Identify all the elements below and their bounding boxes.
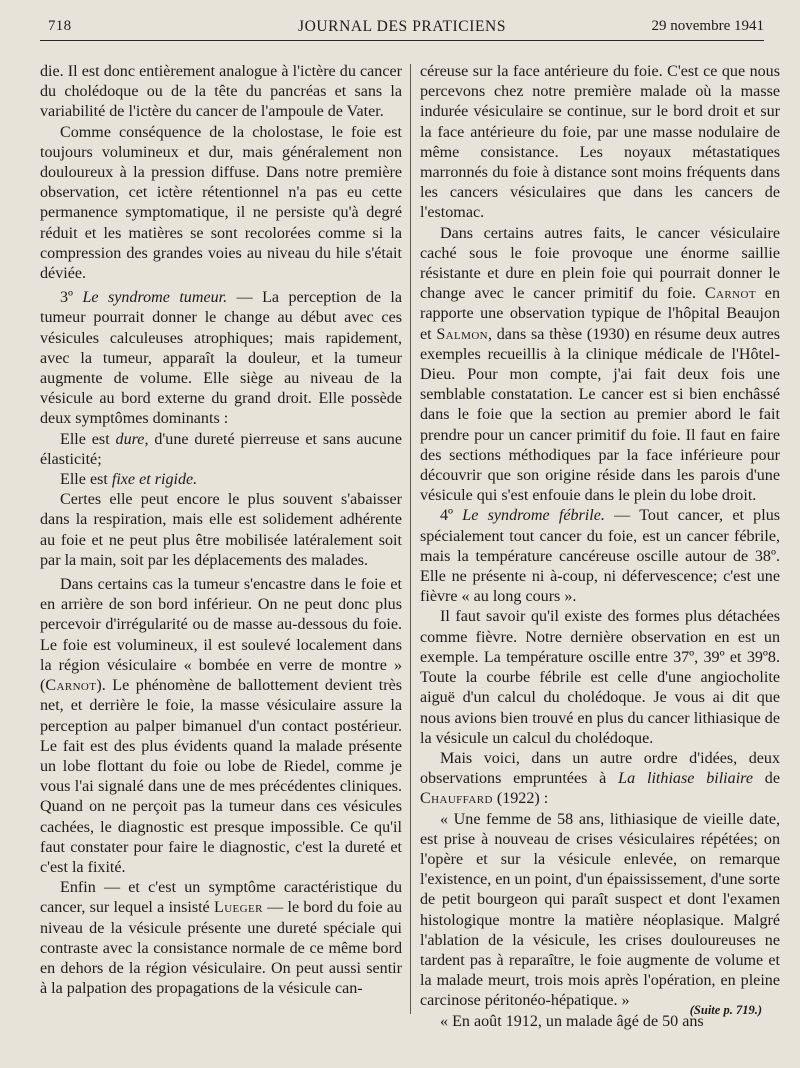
author-name: Chauffard [420, 790, 493, 808]
paragraph: céreuse sur la face antérieure du foie. C'est ce que nous percevons chez notre première malade où la masse indurée vésiculaire se continue, sur le bord droit et sur la face antérieure du foie, par une masse nodulaire de même consistance. Les noyaux métastatiques marronnés du foie à distance sont moins fréquents dans les cancers vésiculaires que dans les cancers de l'estomac. [420, 63, 780, 222]
author-name: Lueger [213, 899, 263, 917]
paragraph: Comme conséquence de la cholostase, le foie est toujours volumineux et dur, mais généralement non douloureux à la pression diffuse. Dans notre première observation, cet ictère rétentionnel n'a pas eu cette permanence symptomatique, il ne persiste qu'à degré réduit et les matières se sont recolorées comme si la compression des grandes voies au niveau du hile s'était déviée. [40, 123, 402, 283]
page-number: 718 [48, 18, 72, 34]
section-number: 4º [440, 507, 454, 525]
author-name: Salmon [436, 325, 489, 343]
paragraph: die. Il est donc entièrement analogue à l'ictère du cancer du cholédoque ou de la tête du pancréas et sans la variabilité de l'ictère du cancer de l'ampoule de Vater. [40, 63, 402, 121]
section-tumeur: 3º Le syndrome tumeur. — La perception de la tumeur pourrait donner le change au début avec ces vésicules calculeuses atrophiques; mais rapidement, avec la tumeur, apparaît la douleur, et la tumeur augmente de volume. Elle siège au niveau de la vésicule au bord externe du grand droit. Elle possède deux symptômes dominants : [40, 289, 402, 428]
emphasis: fixe et rigide. [111, 471, 198, 489]
section-title: Le syndrome fébrile. [462, 507, 605, 525]
paragraph: Il faut savoir qu'il existe des formes plus détachées comme fièvre. Notre dernière observation en est un exemple. La température oscille entre 37º, 39º et 39º8. Toute la courbe fébrile est celle d'une angiocholite aiguë d'un calcul du cholédoque. Je vous ai dit que nous avions bien trouvé en plus du cancer lithiasique de la vésicule un calcul du cholédoque. [420, 608, 780, 747]
column-divider [410, 64, 411, 1014]
paragraph: Enfin — et c'est un symptôme caractéristique du cancer, sur lequel a insisté Lueger — le bord du foie au niveau de la vésicule présente une dureté spéciale qui contraste avec la consistance normale de ce même bord en dehors de la région vésiculaire. On peut aussi sentir à la palpation des propagations de la vésicule can- [40, 879, 402, 998]
paragraph: Certes elle peut encore le plus souvent s'abaisser dans la respiration, mais elle est solidement adhérente au foie et ne peut plus être mobilisée latéralement soit par la main, soit par les déplacements des malades. [40, 491, 402, 569]
section-number: 3º [60, 289, 74, 307]
paragraph: Elle est fixe et rigide. [60, 471, 198, 489]
book-title: La lithiase biliaire [618, 770, 753, 788]
paragraph: Dans certains autres faits, le cancer vésiculaire caché sous le foie provoque une énorme saillie résistante et dure en plein foie qui pourrait donner le change avec le cancer primitif du foie. Carnot en rapporte une observation typique de l'hôpital Beaujon et Salmon, dans sa thèse (1930) en résume deux autres exemples recueillis à la clinique médicale de l'Hôtel-Dieu. Pour mon compte, j'ai fait deux fois une semblable constatation. Le cancer est si bien enchâssé dans le foie que la section au premier abord le fait prendre pour un cancer primitif du foie. Il faut en faire des sections méthodiques par la face inférieure pour découvrir que son origine réside dans les parois d'une vésicule qui s'est enfouie dans le plein du lobe droit. [420, 224, 780, 505]
paragraph: Mais voici, dans un autre ordre d'idées, deux observations empruntées à La lithiase biliaire de Chauffard (1922) : [420, 749, 780, 808]
quotation: « Une femme de 58 ans, lithiasique de vieille date, est prise à nouveau de crises vésiculaires répétées; on l'opère et sur la vésicule enlevée, on remarque l'existence, en un point, d'un épaississement, d'une sorte de petit bourgeon qui paraît suspect et dont l'examen histologique montre la matière néoplasique. Malgré l'ablation de la vésicule, les crises douloureuses ne tardent pas à reparaître, le foie augmente de volume et la malade meurt, trois mois après l'opération, en pleine carcinose péritonéo-hépatique. » [420, 810, 781, 1010]
quotation: « En août 1912, un malade âgé de 50 ans [440, 1012, 704, 1030]
paragraph: Elle est dure, d'une dureté pierreuse et sans aucune élasticité; [40, 430, 402, 468]
right-column [420, 62, 780, 1032]
section-title: Le syndrome tumeur. [82, 289, 228, 307]
paragraph: Dans certains cas la tumeur s'encastre dans le foie et en arrière de son bord inférieur. On ne peut donc plus percevoir d'irrégularité ou de masse au-dessous du foie. Le foie est volumineux, il est soulevé localement dans la région vésiculaire « bombée en verre de montre » (Carnot). Le phénomène de ballottement devient très net, et derrière le foie, la masse vésiculaire assure la perception au palper bimanuel d'un contact postérieur. Le fait est des plus évidents quand la malade présente un lobe flottant du foie ou lobe de Riedel, comme je vous l'ai signalé dans une de mes précédentes cliniques. Quand on ne perçoit pas la tumeur dans ces vésicules cachées, le diagnostic est presque impossible. Ce qu'il faut constater pour faire le diagnostic, c'est la dureté et c'est la fixité. [40, 576, 402, 876]
journal-title: JOURNAL DES PRATICIENS [297, 18, 507, 35]
author-name: Carnot [704, 285, 756, 303]
author-name: Carnot [45, 677, 97, 695]
left-column [40, 62, 402, 999]
section-febrile: 4º Le syndrome fébrile. — Tout cancer, et plus spécialement tout cancer du foie, est un cancer fébrile, mais la température cancéreuse oscille autour de 38º. Elle ne présente ni à-coup, ni défervescence; c'est une fièvre « au long cours ». [420, 507, 781, 606]
running-header [40, 14, 764, 41]
continuation-note: (Suite p. 719.) [689, 1003, 762, 1017]
emphasis: dure, [115, 430, 149, 448]
issue-date: 29 novembre 1941 [651, 18, 764, 34]
